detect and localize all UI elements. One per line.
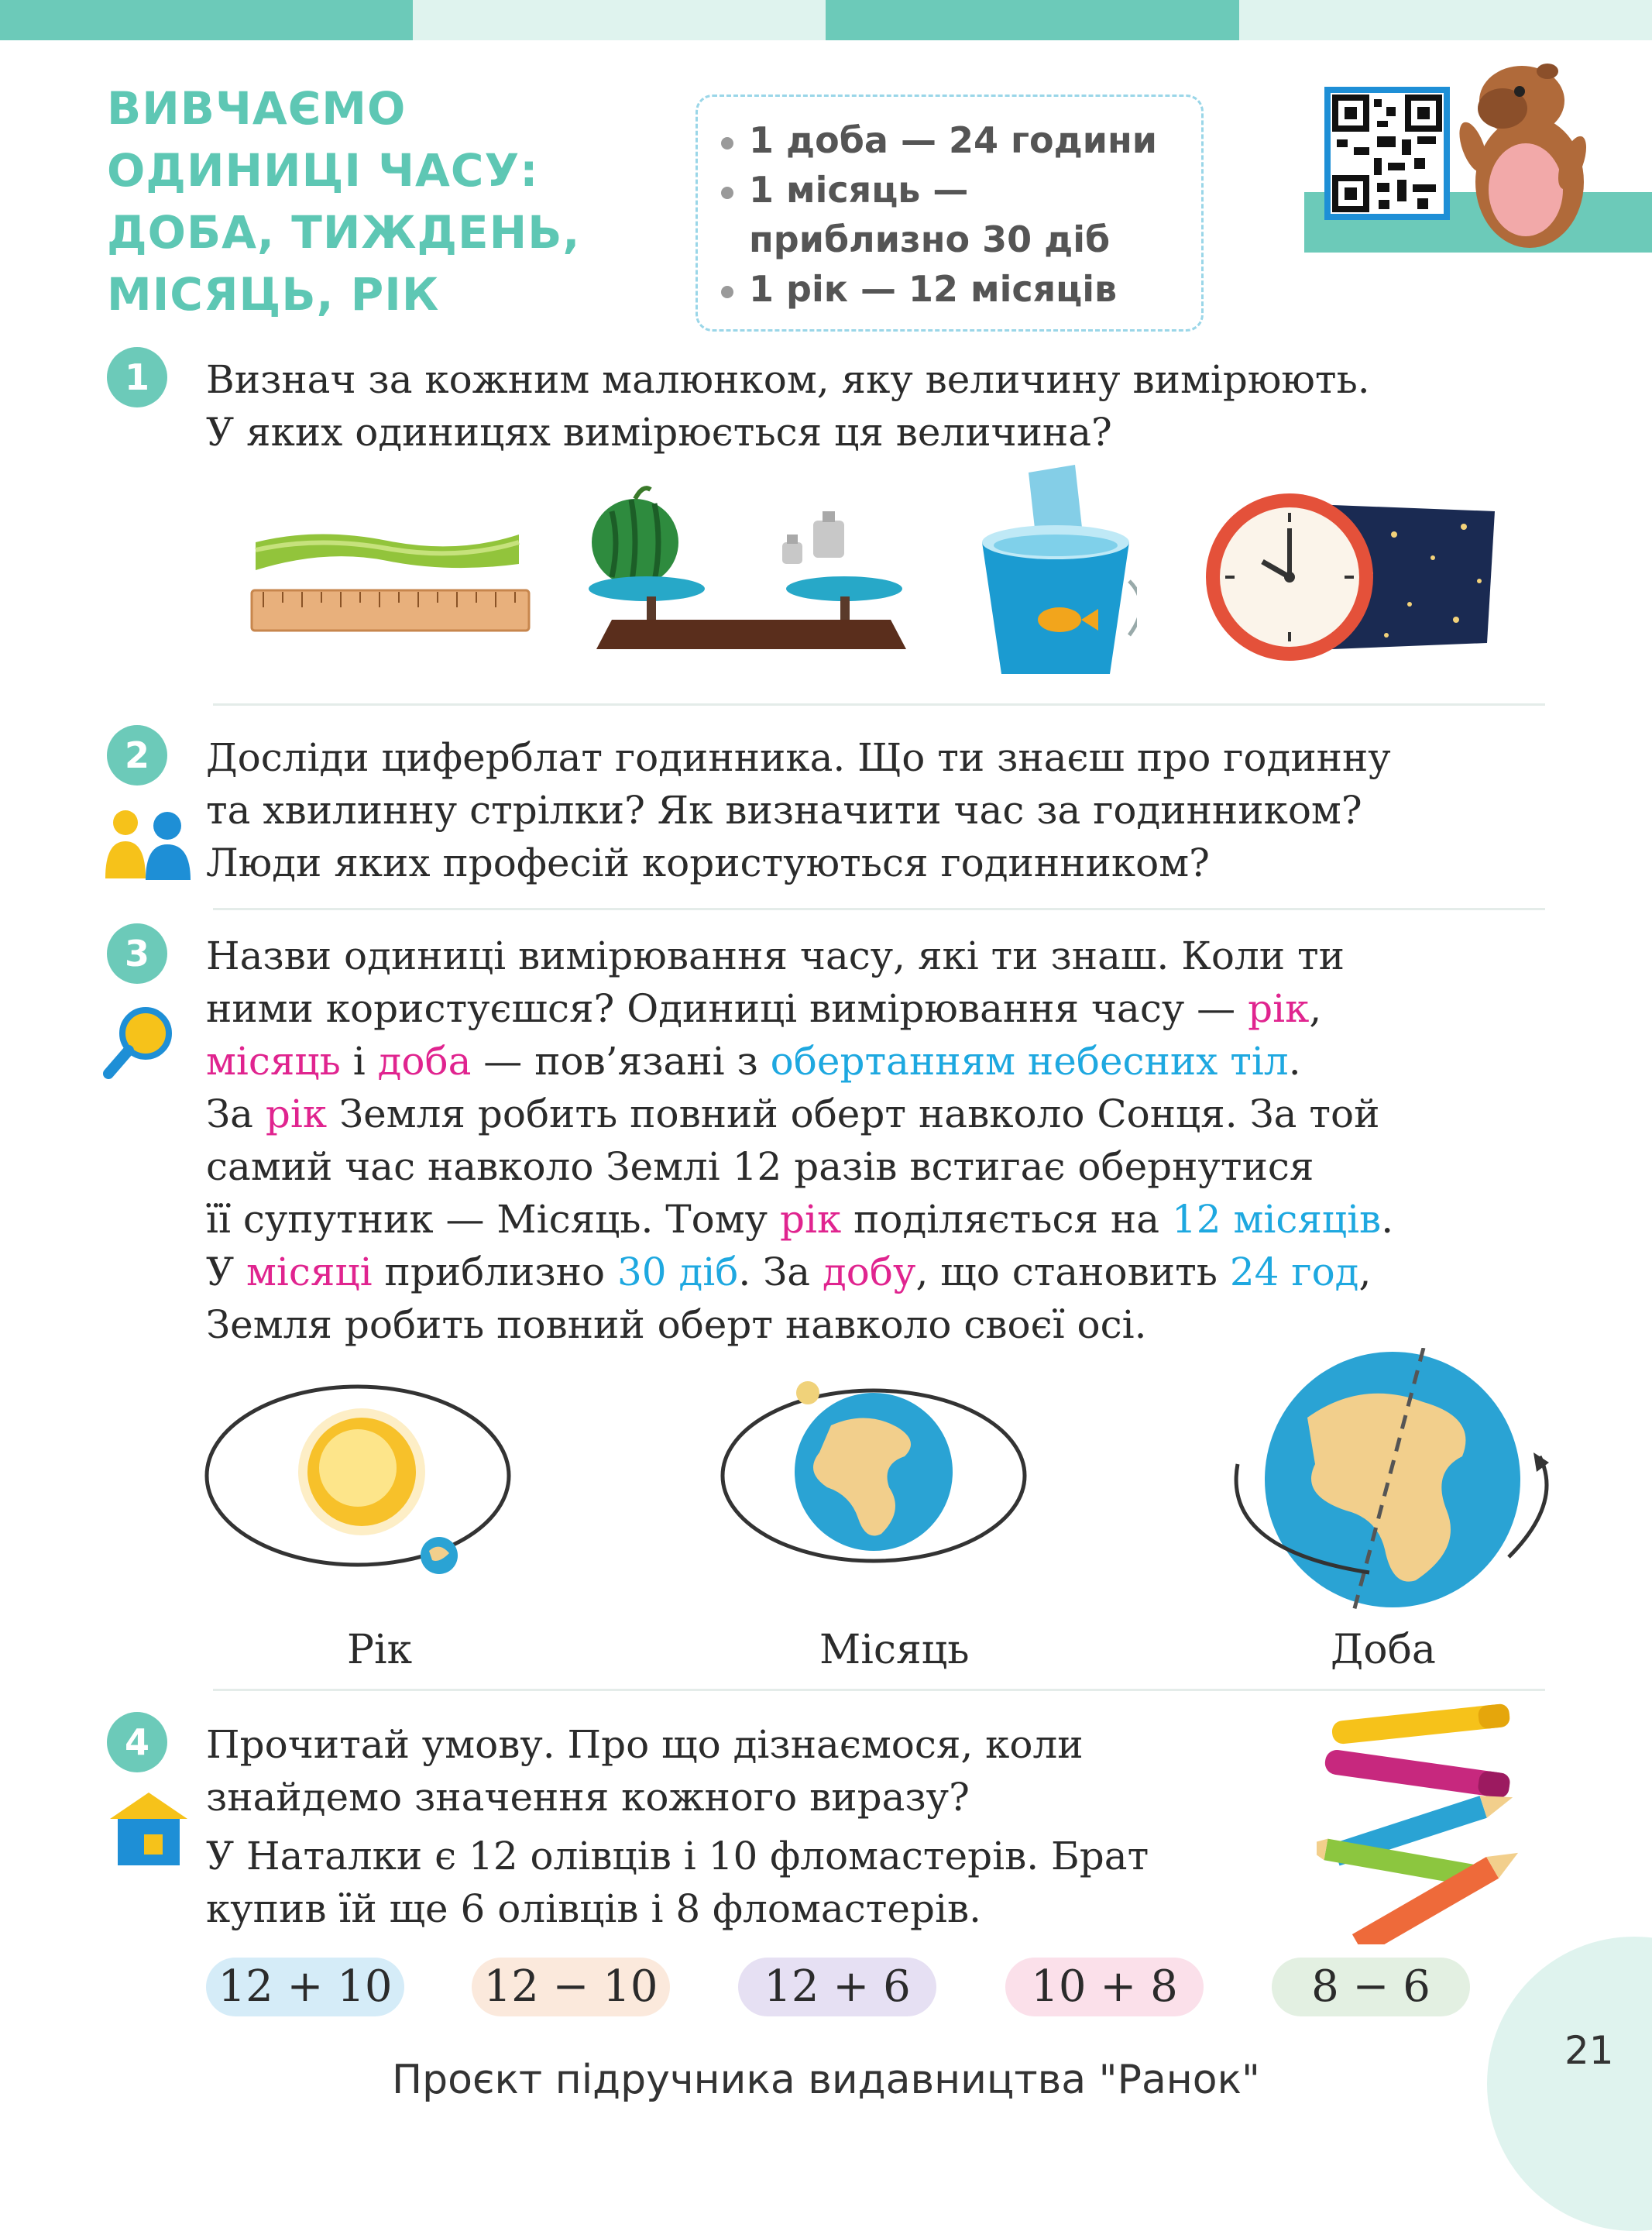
task-line: Люди яких професій користуються годинником? xyxy=(206,840,1210,885)
page-number: 21 xyxy=(1564,2028,1614,2073)
info-line: 1 місяць — xyxy=(749,169,969,211)
divider xyxy=(213,703,1545,706)
highlight-term: 30 діб xyxy=(616,1250,739,1294)
task-number: 3 xyxy=(107,923,167,984)
task-number: 4 xyxy=(107,1712,167,1772)
title-line: ОДИНИЦІ ЧАСУ: xyxy=(107,144,539,197)
task-number: 1 xyxy=(107,347,167,407)
task-line: її супутник — Місяць. Тому рік поділяється на 12 місяців. xyxy=(206,1197,1394,1242)
task-number: 2 xyxy=(107,725,167,785)
divider xyxy=(213,1689,1545,1691)
bucket-water-picture xyxy=(974,465,1137,685)
highlight-term: 12 місяців xyxy=(1171,1197,1382,1242)
expression-card: 10 + 8 xyxy=(1005,1958,1204,2016)
ruler-ribbon-picture xyxy=(248,527,534,646)
divider xyxy=(213,908,1545,910)
title-line: ВИВЧАЄМО xyxy=(107,82,407,135)
task-line: Досліди циферблат годинника. Що ти знаєш про годинну xyxy=(206,735,1391,780)
caption-month: Місяць xyxy=(819,1627,970,1673)
expression-card: 12 + 6 xyxy=(738,1958,936,2016)
highlight-term: доба xyxy=(377,1039,472,1084)
info-line: 1 рік — 12 місяців xyxy=(749,268,1118,310)
highlight-term: добу xyxy=(823,1250,916,1294)
magnifier-icon xyxy=(102,1004,177,1085)
highlight-term: обертанням небесних тіл xyxy=(770,1039,1289,1084)
task-line: Земля робить повний оберт навколо своєї осі. xyxy=(206,1302,1147,1347)
highlight-term: рік xyxy=(779,1197,842,1242)
highlight-term: 24 год xyxy=(1229,1250,1359,1294)
task-3-text xyxy=(206,930,1546,1351)
title-line: МІСЯЦЬ, РІК xyxy=(107,268,440,321)
page-title xyxy=(107,77,580,325)
footer-note: Проєкт підручника видавництва "Ранок" xyxy=(392,2057,1260,2103)
highlight-term: місяці xyxy=(246,1250,373,1294)
task-line: За рік Земля робить повний оберт навколо Сонця. За той xyxy=(206,1091,1380,1136)
expression-card: 12 − 10 xyxy=(472,1958,670,2016)
qr-code-icon[interactable] xyxy=(1324,87,1450,220)
scales-watermelon-picture xyxy=(589,480,914,662)
pencils-markers-picture xyxy=(1317,1696,1534,1947)
expression-card: 8 − 6 xyxy=(1272,1958,1470,2016)
title-line: ДОБА, ТИЖДЕНЬ, xyxy=(107,206,581,259)
task-line: Прочитай умову. Про що дізнаємося, коли xyxy=(206,1722,1084,1767)
task-line: У яких одиницях вимірюється ця величина? xyxy=(206,410,1112,455)
earth-rotation-illustration xyxy=(1230,1348,1555,1614)
caption-day: Доба xyxy=(1331,1627,1436,1673)
highlight-term: рік xyxy=(1248,986,1310,1031)
task-line: самий час навколо Землі 12 разів встигає обернутися xyxy=(206,1144,1314,1189)
info-line: приблизно 30 діб xyxy=(749,218,1111,260)
task-line: У Наталки є 12 олівців і 10 фломастерів. Брат xyxy=(206,1834,1149,1879)
task-2-text xyxy=(206,731,1546,889)
highlight-term: рік xyxy=(265,1091,328,1136)
info-line: 1 доба — 24 години xyxy=(749,119,1158,161)
clock-night-sky-picture xyxy=(1200,488,1503,669)
task-line: та хвилинну стрілки? Як визначити час за годинником? xyxy=(206,788,1362,833)
task-4-text xyxy=(206,1718,1290,1935)
capybara-mascot-icon xyxy=(1456,54,1595,259)
top-color-band xyxy=(0,0,1652,40)
home-task-icon xyxy=(105,1789,192,1872)
task-1-text xyxy=(206,353,1538,459)
info-box xyxy=(695,95,1204,332)
task-line: Назви одиниці вимірювання часу, які ти знаш. Коли ти xyxy=(206,933,1345,978)
highlight-term: місяць xyxy=(206,1039,341,1084)
caption-year: Рік xyxy=(347,1627,413,1673)
expression-card: 12 + 10 xyxy=(206,1958,404,2016)
task-line: купив їй ще 6 олівців і 8 фломастерів. xyxy=(206,1886,982,1931)
task-line: У місяці приблизно 30 діб. За добу, що становить 24 год, xyxy=(206,1250,1372,1294)
pair-work-icon xyxy=(102,809,194,886)
task-line: ними користуєшся? Одиниці вимірювання часу — рік, xyxy=(206,986,1322,1031)
task-line: знайдемо значення кожного виразу? xyxy=(206,1775,970,1820)
moon-orbit-earth-illustration xyxy=(719,1379,1029,1583)
earth-orbit-sun-illustration xyxy=(203,1379,520,1591)
task-line: Визнач за кожним малюнком, яку величину вимірюють. xyxy=(206,357,1370,402)
task-line: місяць і доба — пов’язані з обертанням небесних тіл. xyxy=(206,1039,1301,1084)
